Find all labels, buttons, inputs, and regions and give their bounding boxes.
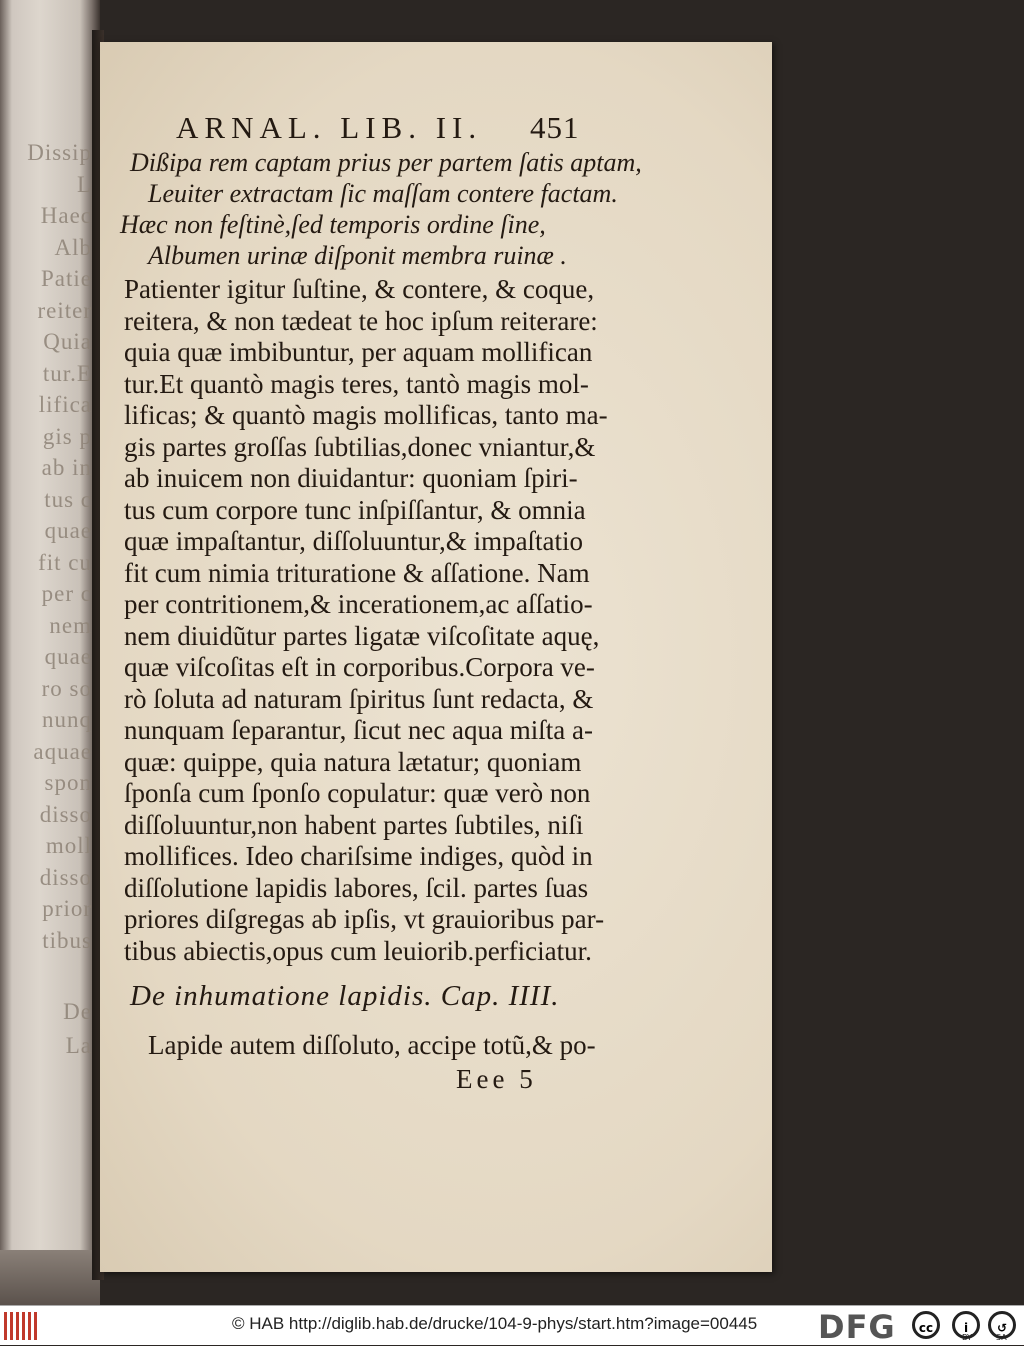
body-line: ſponſa cum ſponſo copulatur: quæ verò non: [124, 778, 591, 808]
previous-page-line: tur.E: [42, 360, 92, 386]
body-line: nem diuidũtur partes ligatæ viſcoſitate aquę,: [124, 620, 600, 651]
footer-bar: [0, 1305, 1024, 1345]
body-line: tur.Et quantò magis teres, tantò magis mol-: [124, 368, 589, 399]
previous-page-line: spon: [44, 770, 92, 795]
by-icon: i: [952, 1311, 980, 1339]
previous-page-line: quae: [44, 518, 92, 543]
previous-page-line: fit cu: [38, 549, 92, 575]
body-line: diſſoluuntur,non habent partes ſubtiles, niſi: [124, 809, 584, 840]
verse-line: Hæc non feſtinè,ſed temporis ordine ſine,: [120, 210, 546, 239]
previous-page-line: prior: [42, 896, 92, 921]
previous-page-line: Alb: [54, 234, 92, 260]
body-line: Patienter igitur ſuſtine, & contere, & coque,: [124, 274, 595, 304]
body-line: quæ: quippe, quia natura lætatur; quoniam: [124, 746, 582, 777]
body-line: reitera, & non tædeat te hoc ipſum reiterare:: [124, 305, 598, 336]
previous-page-line: De: [63, 999, 92, 1024]
previous-page-line: gis p: [42, 423, 92, 449]
previous-page-line: Quia: [43, 329, 92, 354]
previous-page-line: Haec: [40, 203, 92, 228]
cc-icon: cc: [912, 1311, 940, 1339]
previous-page-line: L: [76, 171, 92, 197]
body-line: mollifices. Ideo chariſsime indiges, quòd in: [124, 841, 593, 871]
verse-line: Albumen urinæ diſponit membra ruinæ .: [148, 241, 567, 270]
by-label: BY: [962, 1333, 972, 1342]
body-line: gis partes groſſas ſubtilias,donec vniantur,&: [124, 431, 596, 462]
body-line: quia quæ imbibuntur, per aquam mollifican: [124, 337, 593, 367]
barcode-icon: [4, 1312, 40, 1340]
previous-page-line: La: [65, 1033, 92, 1058]
previous-page-line: per c: [41, 581, 92, 606]
verse-line: Leuiter extractam ſic maſſam contere factam.: [148, 179, 618, 208]
body-line: tibus abiectis,opus cum leuiorib.perficiatur.: [124, 935, 592, 966]
body-line: ab inuicem non diuidantur: quoniam ſpiri-: [124, 463, 578, 493]
previous-page-line: moll: [45, 833, 92, 858]
previous-page-line: aquae: [33, 738, 92, 764]
previous-page-line: lifica: [38, 392, 92, 417]
sa-label: SA: [996, 1333, 1007, 1342]
previous-page-line: disso: [39, 864, 92, 890]
previous-page-line: tibus: [42, 927, 92, 953]
spine-bottom: [0, 1250, 100, 1305]
body-line: tus cum corpore tunc inſpiſſantur, & omnia: [124, 494, 586, 525]
previous-page-line: reiter: [37, 297, 92, 323]
running-head: ARNAL. LIB. II.: [176, 110, 483, 145]
body-line: per contritionem,& incerationem,ac aſſatio-: [124, 589, 593, 619]
signature-mark: Eee 5: [456, 1064, 537, 1094]
verse-line: Dißipa rem captam prius per partem ſatis aptam,: [130, 148, 642, 177]
previous-page-line: Patie: [41, 266, 92, 291]
body-line: rò ſoluta ad naturam ſpiritus ſunt redacta, &: [124, 683, 594, 714]
previous-page-line: quae: [44, 644, 92, 669]
body-line: fit cum nimia trituratione & aſſatione. Nam: [124, 557, 590, 588]
previous-page-line: Dissip: [27, 140, 92, 165]
credit-link[interactable]: © HAB http://diglib.hab.de/drucke/104-9-phys/start.htm?image=00445: [232, 1314, 758, 1333]
previous-page-line: nunq: [42, 707, 92, 732]
body-line: lificas; & quantò magis mollificas, tanto ma-: [124, 400, 608, 430]
body-line: nunquam ſeparantur, ſicut nec aqua miſta a-: [124, 715, 593, 745]
dfg-logo[interactable]: DFG: [818, 1308, 896, 1346]
previous-page-line: ab in: [41, 455, 92, 480]
page-number: 451: [530, 110, 580, 145]
body-line: quæ viſcoſitas eſt in corporibus.Corpora ve-: [124, 652, 595, 682]
body-line: priores diſgregas ab ipſis, vt grauioribus par-: [124, 904, 605, 934]
sa-icon: ↺: [988, 1311, 1016, 1339]
body-line: diſſolutione lapidis labores, ſcil. partes ſuas: [124, 872, 589, 903]
previous-page-line: nem: [49, 612, 92, 638]
body-line: quæ impaſtantur, diſſoluuntur,& impaſtatio: [124, 526, 584, 556]
book-page: [100, 42, 772, 1272]
chapter-first-line: Lapide autem diſſoluto, accipe totũ,& po-: [148, 1030, 596, 1060]
previous-page-line: disso: [39, 801, 92, 827]
previous-page-line: ro so: [41, 675, 92, 701]
cc-license-badge[interactable]: [908, 1310, 1020, 1342]
previous-page-line: tus c: [44, 486, 92, 512]
chapter-heading: De inhumatione lapidis. Cap. IIII.: [130, 980, 560, 1012]
